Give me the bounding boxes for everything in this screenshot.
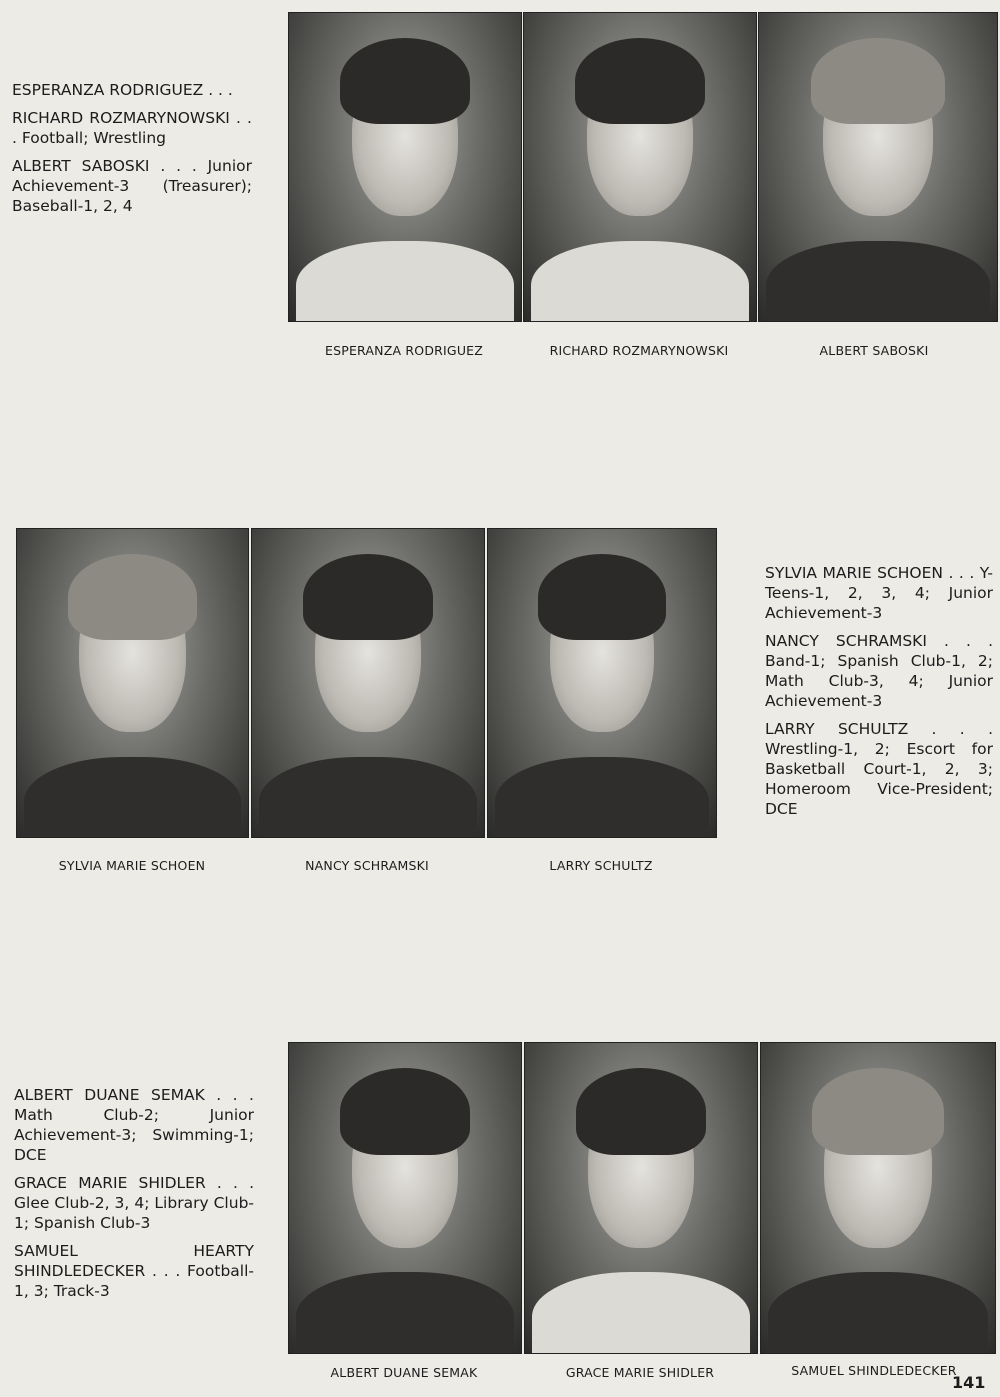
caption-grace-marie-shidler: GRACE MARIE SHIDLER [565,1365,715,1380]
portrait-esperanza-rodriguez [288,12,522,322]
bio-richard-rozmarynowski: RICHARD ROZMARYNOWSKI . . . Football; Wrestling [12,109,252,147]
portrait-richard-rozmarynowski [523,12,757,322]
caption-richard-rozmarynowski: RICHARD ROZMARYNOWSKI [549,343,729,358]
portrait-grace-marie-shidler [524,1042,758,1354]
portrait-samuel-shindledecker [760,1042,996,1354]
bio-esperanza-rodriguez: ESPERANZA RODRIGUEZ . . . [12,81,233,99]
caption-nancy-schramski: NANCY SCHRAMSKI [305,858,429,873]
portrait-larry-schultz [487,528,717,838]
portrait-albert-saboski [758,12,998,322]
portrait-sylvia-marie-schoen [16,528,249,838]
bio-albert-duane-semak: ALBERT DUANE SEMAK . . . Math Club-2; Junior Achievement-3; Swimming-1; DCE [14,1086,254,1164]
caption-sylvia-marie-schoen: SYLVIA MARIE SCHOEN [58,858,206,873]
bio-sylvia-marie-schoen: SYLVIA MARIE SCHOEN . . . Y-Teens-1, 2, 3, 4; Junior Achievement-3 [765,564,993,622]
bio-samuel-hearty-shindledecker: SAMUEL HEARTY SHINDLEDECKER . . . Football-1, 3; Track-3 [14,1242,254,1300]
caption-esperanza-rodriguez: ESPERANZA RODRIGUEZ [324,343,484,358]
bio-block-row3 [14,1085,254,1309]
bio-albert-saboski: ALBERT SABOSKI . . . Junior Achievement-3 (Treasurer); Baseball-1, 2, 4 [12,157,252,215]
caption-albert-duane-semak: ALBERT DUANE SEMAK [330,1365,478,1380]
caption-larry-schultz: LARRY SCHULTZ [549,858,653,873]
caption-albert-saboski: ALBERT SABOSKI [819,343,929,358]
page-number: 141 [952,1373,986,1392]
bio-nancy-schramski: NANCY SCHRAMSKI . . . Band-1; Spanish Club-1, 2; Math Club-3, 4; Junior Achievement-3 [765,632,993,710]
bio-grace-marie-shidler: GRACE MARIE SHIDLER . . . Glee Club-2, 3, 4; Library Club-1; Spanish Club-3 [14,1174,254,1232]
bio-larry-schultz: LARRY SCHULTZ . . . Wrestling-1, 2; Escort for Basketball Court-1, 2, 3; Homeroom Vice-President; DCE [765,720,993,818]
portrait-albert-duane-semak [288,1042,522,1354]
caption-samuel-shindledecker: SAMUEL SHINDLEDECKER [791,1363,957,1378]
portrait-nancy-schramski [251,528,485,838]
bio-block-row1 [12,80,252,224]
bio-block-row2 [765,563,993,827]
